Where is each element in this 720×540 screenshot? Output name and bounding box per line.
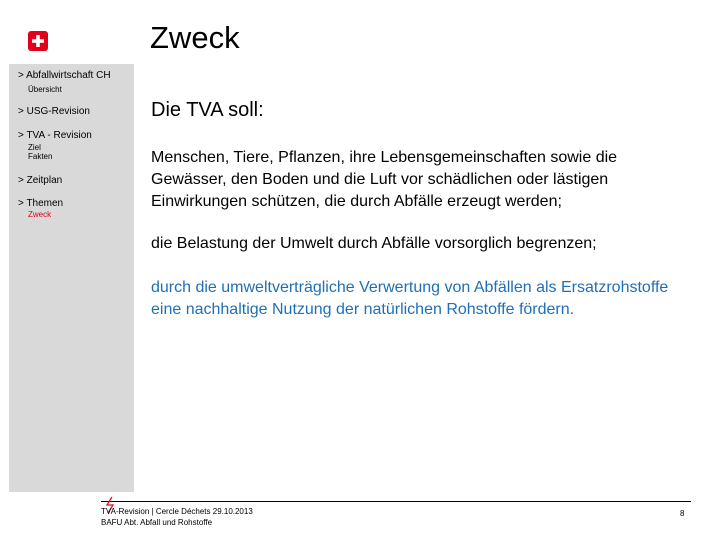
nav-sub-zweck[interactable]: Zweck <box>28 210 52 219</box>
swiss-cross-icon <box>28 31 48 51</box>
nav-item-zeitplan[interactable]: > Zeitplan <box>18 175 63 186</box>
footer-title: TVA-Revision | Cercle Déchets 29.10.2013 <box>101 507 253 516</box>
nav-item-usg-revision[interactable]: > USG-Revision <box>18 106 90 117</box>
content-heading: Die TVA soll: <box>151 99 264 121</box>
footer-department: BAFU Abt. Abfall und Rohstoffe <box>101 518 213 527</box>
nav-item-abfallwirtschaft[interactable]: > Abfallwirtschaft CH <box>18 70 111 81</box>
nav-item-themen[interactable]: > Themen <box>18 198 64 209</box>
paragraph-verwertung: durch die umweltverträgliche Verwertung von Abfällen als Ersatzrohstoffe eine nachhaltige Nutzung der natürlichen Rohstoffe fördern. <box>151 279 669 318</box>
nav-sub-ziel[interactable]: Ziel <box>28 143 41 152</box>
nav-sub-fakten[interactable]: Fakten <box>28 152 53 161</box>
slide-title: Zweck <box>150 20 240 55</box>
nav-item-tva-revision[interactable]: > TVA - Revision <box>18 130 92 141</box>
paragraph-belastung: die Belastung der Umwelt durch Abfälle vorsorglich begrenzen; <box>151 235 597 252</box>
sidebar-nav <box>9 64 134 492</box>
page-number: 8 <box>680 509 685 518</box>
footer-divider <box>101 501 691 502</box>
nav-sub-uebersicht[interactable]: Übersicht <box>28 85 62 94</box>
paragraph-schutz: Menschen, Tiere, Pflanzen, ihre Lebensgemeinschaften sowie die Gewässer, den Boden und die Luft vor schädlichen oder lästigen Einwirkungen schützen, die durch Abfälle erzeugt werden; <box>151 149 618 210</box>
